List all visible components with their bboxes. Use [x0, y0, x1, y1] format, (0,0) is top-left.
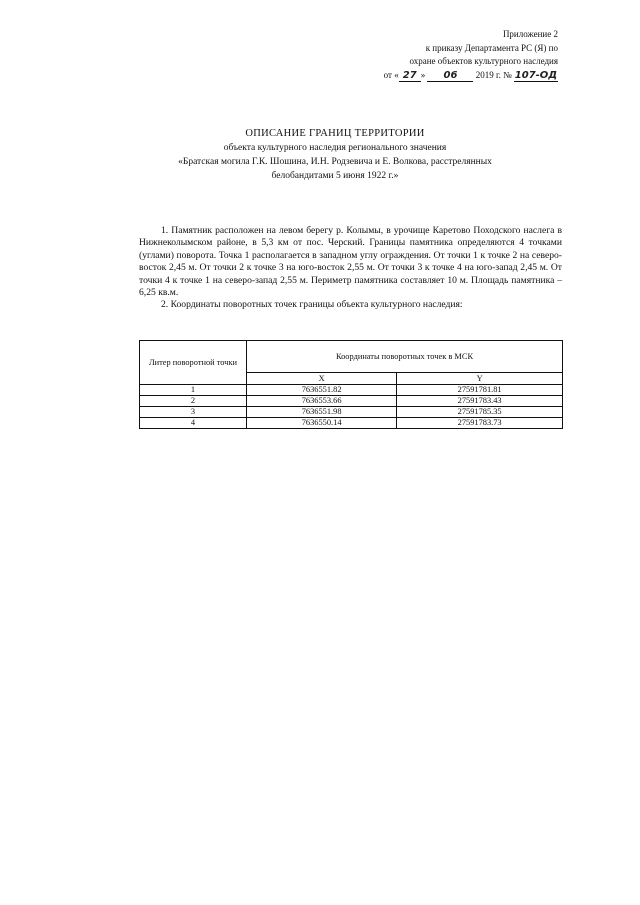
y-header: Y	[397, 373, 563, 385]
title-heading: ОПИСАНИЕ ГРАНИЦ ТЕРРИТОРИИ	[245, 128, 425, 139]
table-row	[140, 418, 563, 429]
document-body	[139, 225, 562, 312]
date-day: 27	[399, 70, 421, 82]
date-prefix: от «	[383, 69, 399, 80]
paragraph-2: 2. Координаты поворотных точек границы объекта культурного наследия:	[161, 299, 463, 311]
date-mid: »	[420, 69, 426, 80]
x-cell: 7636550.14	[247, 418, 397, 429]
document-title	[140, 127, 530, 183]
x-header: X	[247, 373, 397, 385]
appendix-line-3: охране объектов культурного наследия	[409, 56, 558, 66]
appendix-line-2: к приказу Департамента РС (Я) по	[425, 42, 558, 53]
y-cell: 27591783.43	[397, 396, 563, 407]
date-year: 2019 г. №	[475, 69, 512, 80]
title-line-3: «Братская могила Г.К. Шошина, И.Н. Родзевича и Е. Волкова, расстрелянных	[178, 157, 492, 167]
appendix-line-1: Приложение 2	[502, 29, 558, 39]
point-cell: 1	[140, 385, 247, 396]
x-cell: 7636551.98	[247, 407, 397, 418]
y-cell: 27591783.73	[397, 418, 563, 429]
point-cell: 3	[140, 407, 247, 418]
point-cell: 2	[140, 396, 247, 407]
x-cell: 7636551.82	[247, 385, 397, 396]
coordinates-table	[139, 340, 563, 429]
appendix-block	[384, 28, 558, 82]
title-line-2: объекта культурного наследия регионального значения	[223, 143, 447, 153]
paragraph-1: 1. Памятник расположен на левом берегу р. Колымы, в урочище Каретово Походского наслега в Нижнеколымском районе, в 5,3 км от пос. Черский. Границы памятника определяются 4 точками (углами) поворота. Точка 1 располагается в западном углу ограждения. От точки 1 к точке 2 на северо-восток 2,45 м. От точки 2 к точке 3 на юго-восток 2,55 м. От точки 3 к точке 4 на юго-запад 2,45 м. От точки 4 к точке 1 на северо-запад 2,55 м. Периметр памятника составляет 10 м. Площадь памятника – 6,25 кв.м.	[139, 225, 562, 299]
point-label-header: Литер поворотной точки	[140, 341, 247, 385]
y-cell: 27591785.35	[397, 407, 563, 418]
table-row	[140, 385, 563, 396]
appendix-date-line	[384, 69, 558, 83]
table-row	[140, 396, 563, 407]
order-number: 107-ОД	[514, 69, 558, 81]
y-cell: 27591781.81	[397, 385, 563, 396]
point-cell: 4	[140, 418, 247, 429]
coordinates-group-header: Координаты поворотных точек в МСК	[247, 341, 563, 373]
x-cell: 7636553.66	[247, 396, 397, 407]
title-line-4: белобандитами 5 июня 1922 г.»	[271, 171, 399, 181]
date-month: 06	[427, 70, 473, 82]
table-row	[140, 407, 563, 418]
